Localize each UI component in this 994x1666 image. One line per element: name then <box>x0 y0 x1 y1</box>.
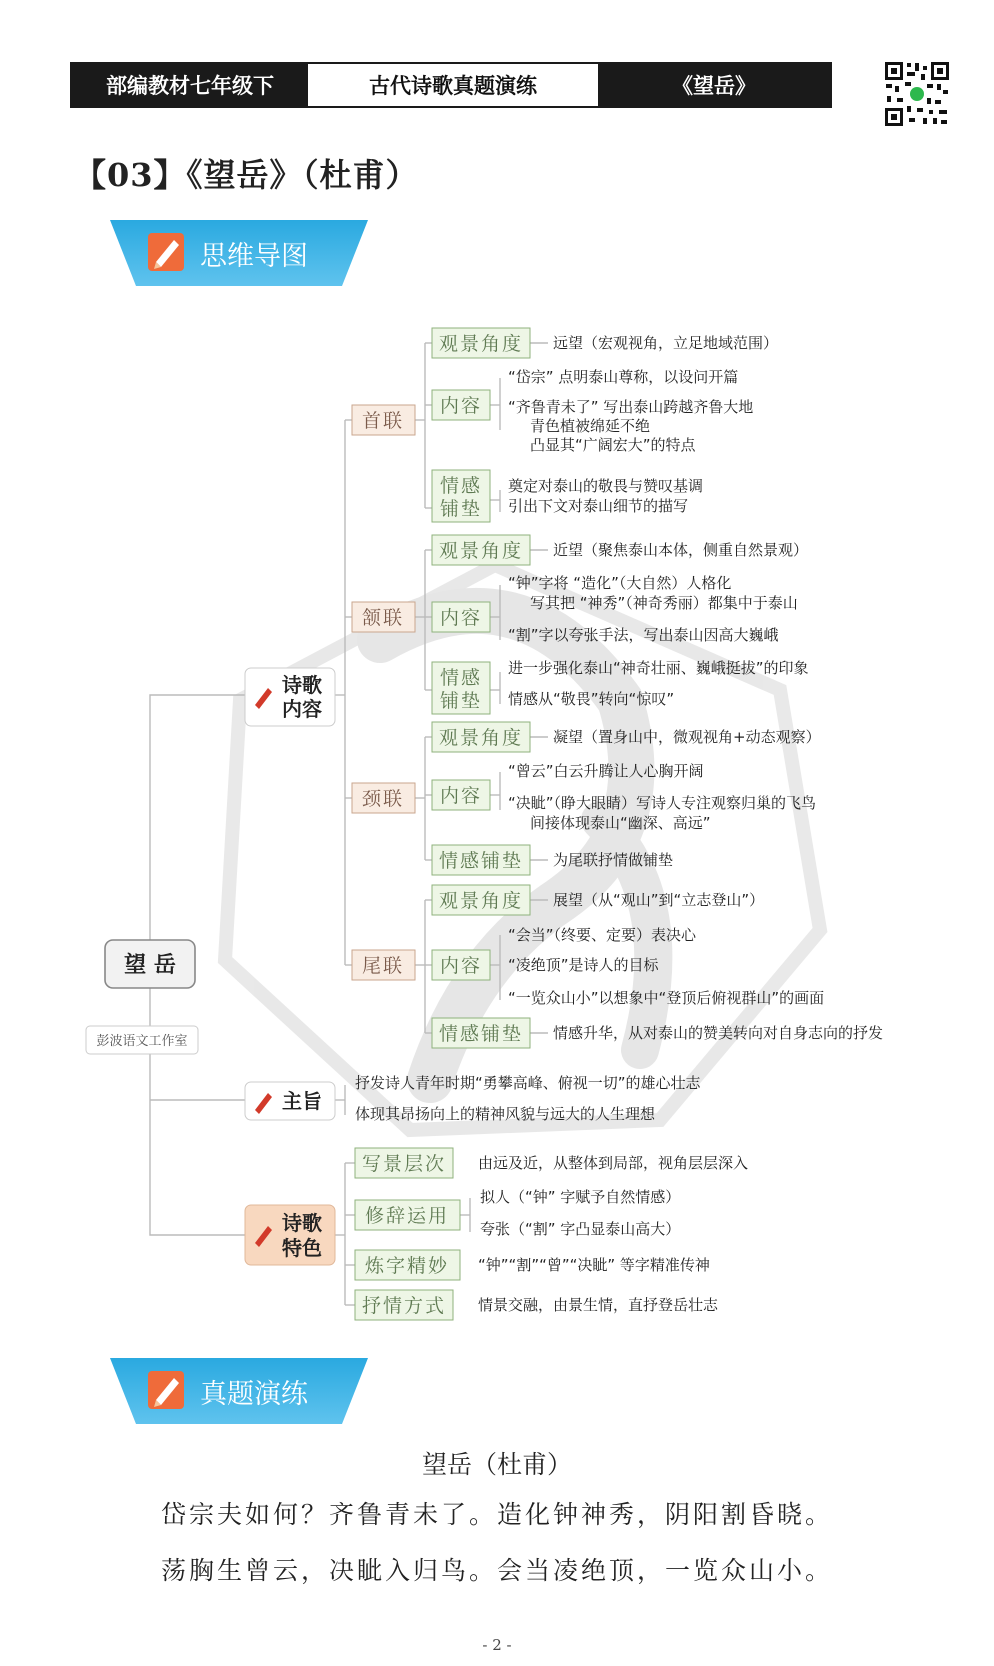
header-poem: 《望岳》 <box>598 64 830 106</box>
couplet-weilian <box>352 950 415 980</box>
svg-text:颈联: 颈联 <box>361 788 405 810</box>
svg-text:内容: 内容 <box>439 955 483 977</box>
svg-text:情感: 情感 <box>439 667 483 689</box>
feature-words-node <box>355 1250 460 1280</box>
feature-lyric-text: 情景交融，由景生情，直抒登岳壮志 <box>478 1296 719 1314</box>
poem-line-1: 岱宗夫如何？齐鲁青未了。造化钟神秀，阴阳割昏晓。 <box>160 1500 833 1529</box>
svg-text:颔联: 颔联 <box>361 607 405 629</box>
shoulian-content-node <box>432 390 490 420</box>
jinglian-angle-node <box>432 722 530 752</box>
shoulian-angle-node <box>432 328 530 358</box>
hanlian-angle-text: 近望（聚焦泰山本体，侧重自然景观） <box>553 541 809 559</box>
feature-words-text: “钟”“割”“曾”“决眦” 等字精准传神 <box>478 1256 710 1274</box>
couplet-hanlian <box>352 602 415 632</box>
hanlian-emotion-node <box>432 662 490 714</box>
svg-text:内容: 内容 <box>439 785 483 807</box>
hanlian-emotion-2: 情感从“敬畏”转向“惊叹” <box>508 690 675 708</box>
weilian-content-3: “一览众山小”以想象中“登顶后俯视群山”的画面 <box>508 989 825 1007</box>
svg-text:观景角度: 观景角度 <box>438 727 524 749</box>
hanlian-content-node <box>432 602 490 632</box>
feature-rhetoric-node <box>355 1200 460 1230</box>
jinglian-emotion-node <box>432 845 530 875</box>
hanlian-emotion-1: 进一步强化泰山“神奇壮丽、巍峨挺拔”的印象 <box>508 659 809 677</box>
svg-text:观景角度: 观景角度 <box>438 333 524 355</box>
shoulian-emotion-node <box>432 470 490 522</box>
branch-features-line1: 诗歌 <box>282 1211 322 1235</box>
svg-text:首联: 首联 <box>361 410 405 432</box>
svg-text:抒情方式: 抒情方式 <box>361 1295 447 1317</box>
svg-text:尾联: 尾联 <box>361 955 405 977</box>
svg-text:内容: 内容 <box>439 607 483 629</box>
header-topic: 古代诗歌真题演练 <box>308 64 598 106</box>
svg-text:情感: 情感 <box>439 475 483 497</box>
weilian-angle-text: 展望（从“观山”到“立志登山”） <box>553 891 765 909</box>
feature-rhetoric-2: 夸张（“割” 字凸显泰山高大） <box>480 1220 681 1238</box>
weilian-angle-node <box>432 885 530 915</box>
svg-text:观景角度: 观景角度 <box>438 890 524 912</box>
poem-title <box>0 1445 994 1481</box>
jinglian-content-2: “决眦”（睁大眼睛）写诗人专注观察归巢的飞鸟 <box>508 794 817 812</box>
practice-banner <box>110 1358 368 1424</box>
root-label: 望 岳 <box>124 953 176 978</box>
weilian-content-node <box>432 950 490 980</box>
svg-text:情感铺垫: 情感铺垫 <box>438 850 524 872</box>
svg-text:铺垫: 铺垫 <box>439 498 483 520</box>
svg-text:写景层次: 写景层次 <box>361 1153 447 1175</box>
svg-text:观景角度: 观景角度 <box>438 540 524 562</box>
mindmap-banner-label: 思维导图 <box>200 241 308 272</box>
studio-label: 彭波语文工作室 <box>96 1034 188 1049</box>
jinglian-angle-text: 凝望（置身山中，微观视角+动态观察） <box>553 728 821 746</box>
shoulian-angle-text: 远望（宏观视角，立足地域范围） <box>553 334 779 352</box>
poem-block <box>0 1445 994 1607</box>
jinglian-content-3: 间接体现泰山“幽深、高远” <box>530 814 711 832</box>
shoulian-content-3: 青色植被绵延不绝 <box>530 417 651 435</box>
svg-text:情感铺垫: 情感铺垫 <box>438 1023 524 1045</box>
jinglian-content-1: “曾云”白云升腾让人心胸开阔 <box>508 762 704 780</box>
weilian-content-2: “凌绝顶”是诗人的目标 <box>508 956 659 974</box>
hanlian-content-1: “钟”字将 “造化”（大自然）人格化 <box>508 574 732 592</box>
jinglian-content-node <box>432 780 490 810</box>
theme-2: 体现其昂扬向上的精神风貌与远大的人生理想 <box>355 1105 656 1123</box>
shoulian-emotion-2: 引出下文对泰山细节的描写 <box>508 497 689 515</box>
weilian-emotion-node <box>432 1018 530 1048</box>
page-number: - 2 - <box>482 1636 512 1654</box>
hanlian-content-2: 写其把 “神秀”（神奇秀丽）都集中于泰山 <box>530 594 798 612</box>
branch-theme-label: 主旨 <box>282 1089 322 1113</box>
practice-banner-label: 真题演练 <box>200 1379 308 1410</box>
weilian-emotion-text: 情感升华，从对泰山的赞美转向对自身志向的抒发 <box>553 1024 884 1042</box>
shoulian-content-4: 凸显其“广阔宏大”的特点 <box>530 436 696 454</box>
feature-rhetoric-1: 拟人（“钟” 字赋予自然情感） <box>480 1188 681 1206</box>
shoulian-content-2: “齐鲁青未了” 写出泰山跨越齐鲁大地 <box>508 398 754 416</box>
section-title: 【03】《望岳》（杜甫） <box>74 156 419 194</box>
header-grade: 部编教材七年级下 <box>72 64 308 106</box>
jinglian-emotion-text: 为尾联抒情做铺垫 <box>553 851 674 869</box>
hanlian-angle-node <box>432 535 530 565</box>
svg-text:铺垫: 铺垫 <box>439 690 483 712</box>
branch-features-line2: 特色 <box>282 1236 322 1260</box>
couplet-jinglian <box>352 783 415 813</box>
poem-author: （杜甫） <box>472 1450 573 1479</box>
branch-content-line2: 内容 <box>282 697 322 721</box>
branch-content-line1: 诗歌 <box>282 673 322 697</box>
svg-text:炼字精妙: 炼字精妙 <box>364 1255 450 1277</box>
svg-text:修辞运用: 修辞运用 <box>364 1205 450 1227</box>
shoulian-emotion-1: 奠定对泰山的敬畏与赞叹基调 <box>508 477 704 495</box>
poem-line-2: 荡胸生曾云，决眦入归鸟。会当凌绝顶，一览众山小。 <box>160 1556 833 1585</box>
feature-layers-text: 由远及近，从整体到局部，视角层层深入 <box>478 1154 749 1172</box>
feature-layers-node <box>355 1148 453 1178</box>
theme-1: 抒发诗人青年时期“勇攀高峰、俯视一切”的雄心壮志 <box>355 1074 701 1092</box>
shoulian-content-1: “岱宗” 点明泰山尊称，以设问开篇 <box>508 368 739 386</box>
feature-lyric-node <box>355 1290 453 1320</box>
couplet-shoulian <box>352 405 415 435</box>
poem-name: 望岳 <box>421 1450 472 1479</box>
svg-text:内容: 内容 <box>439 395 483 417</box>
hanlian-content-3: “割”字以夸张手法，写出泰山因高大巍峨 <box>508 626 779 644</box>
weilian-content-1: “会当”（终要、定要）表决心 <box>508 926 697 944</box>
